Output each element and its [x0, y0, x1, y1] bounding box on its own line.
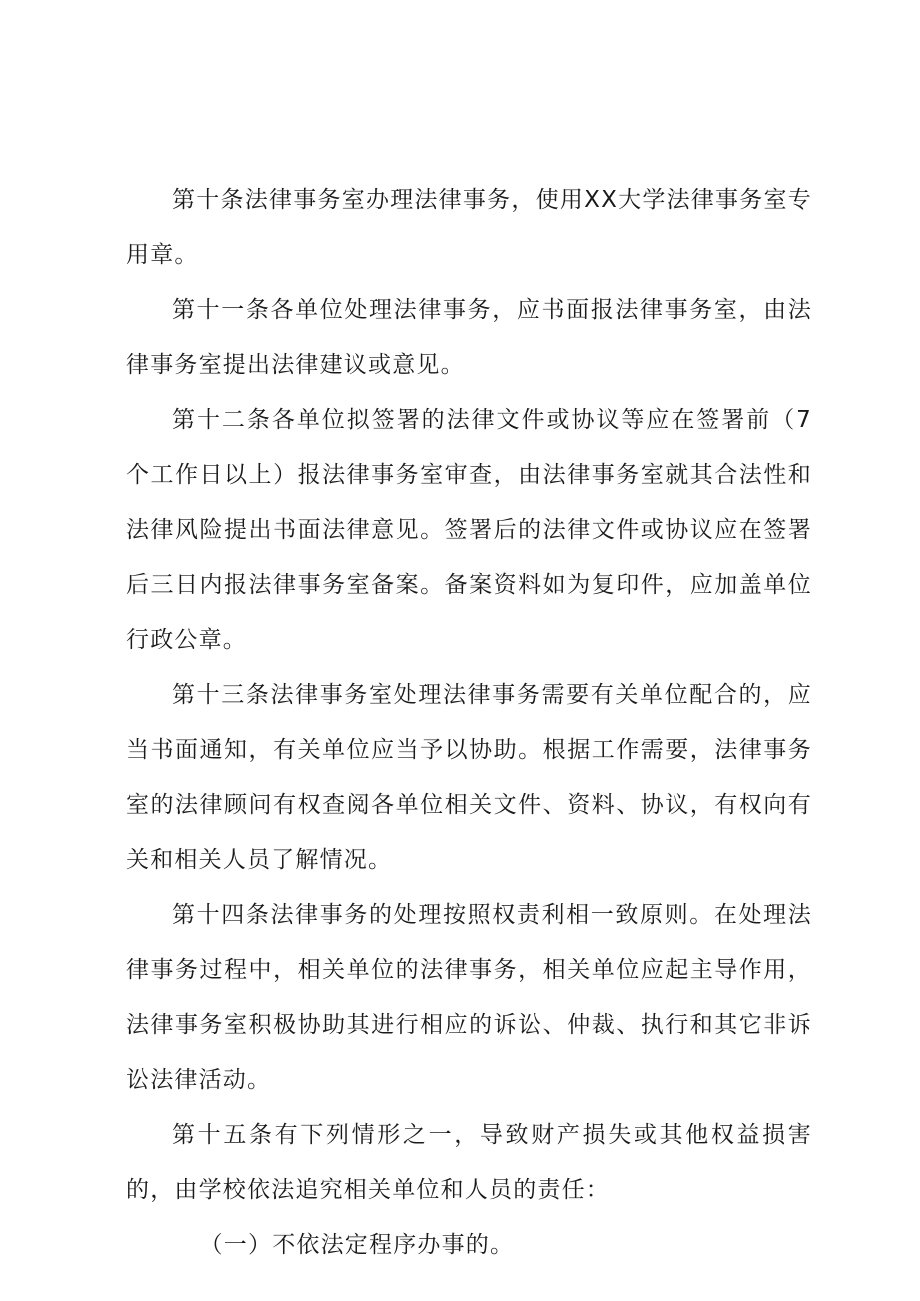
article-12-paragraph: 第十二条各单位拟签署的法律文件或协议等应在签署前（7个工作日以上）报法律事务室审查，由法律事务室就其合法性和法律风险提出书面法律意见。签署后的法律文件或协议应在签署后三日内报法律事务室备案。备案资料如为复印件，应加盖单位行政公章。: [126, 407, 812, 653]
document-body: [126, 173, 812, 1273]
article-10-paragraph: 第十条法律事务室办理法律事务，使用XX大学法律事务室专用章。: [126, 187, 812, 268]
article-11-paragraph: 第十一条各单位处理法律事务，应书面报法律事务室，由法律事务室提出法律建议或意见。: [126, 297, 812, 378]
article-14-paragraph: 第十四条法律事务的处理按照权责利相一致原则。在处理法律事务过程中，相关单位的法律事务，相关单位应起主导作用，法律事务室积极协助其进行相应的诉讼、仲裁、执行和其它非诉讼法律活动。: [126, 902, 812, 1093]
article-15-item-1: （一）不依法定程序办事的。: [199, 1232, 515, 1258]
article-13-paragraph: 第十三条法律事务室处理法律事务需要有关单位配合的，应当书面通知，有关单位应当予以协助。根据工作需要，法律事务室的法律顾问有权查阅各单位相关文件、资料、协议，有权向有关和相关人员了解情况。: [126, 682, 812, 873]
article-15-paragraph: 第十五条有下列情形之一，导致财产损失或其他权益损害的，由学校依法追究相关单位和人员的责任：: [126, 1122, 812, 1203]
